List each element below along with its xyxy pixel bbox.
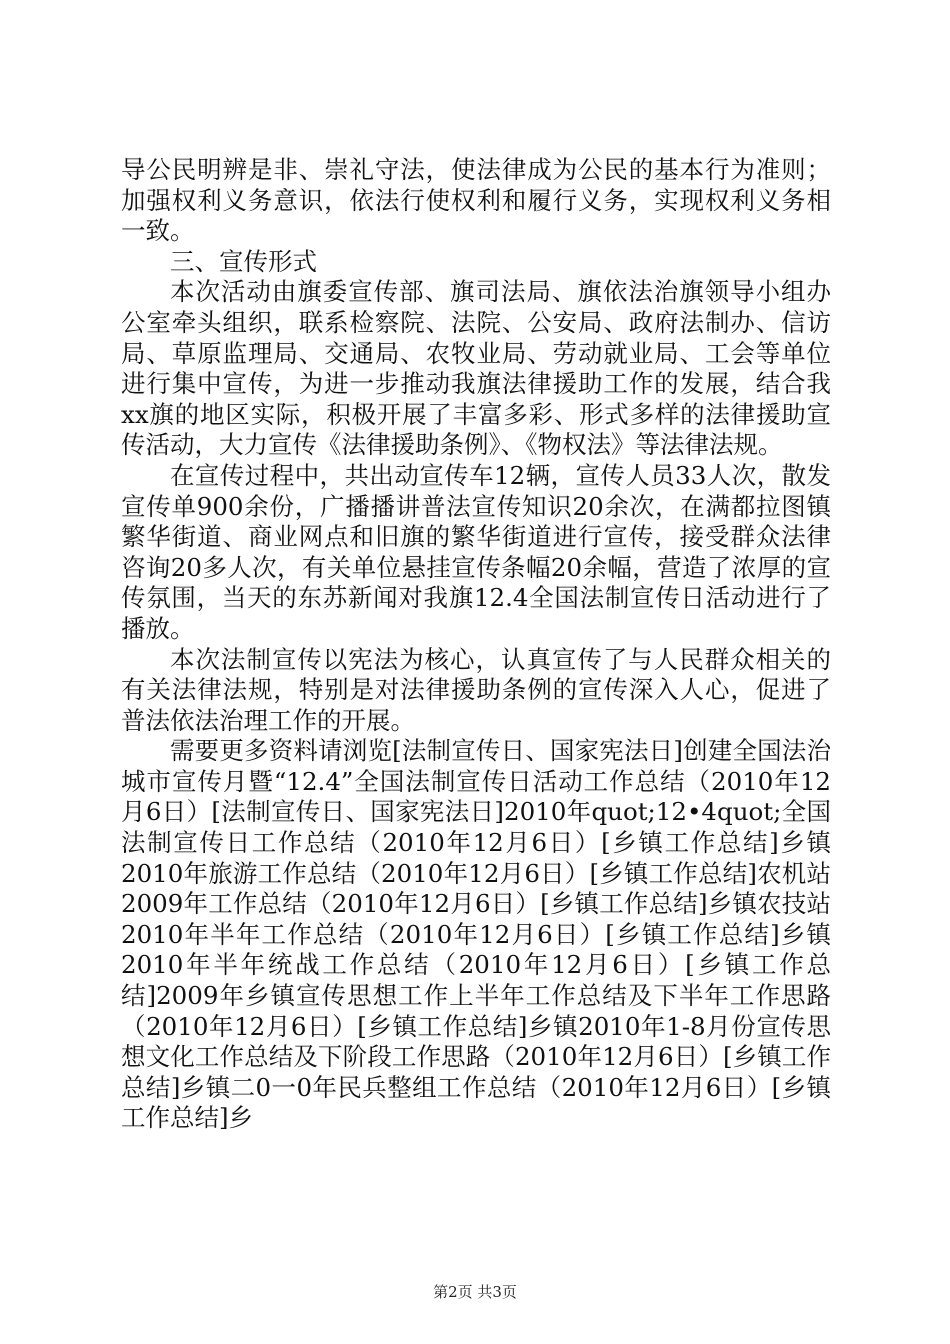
paragraph-process: 在宣传过程中，共出动宣传车12辆，宣传人员33人次，散发宣传单900余份，广播播讲普法宣传知识20余次，在满都拉图镇繁华街道、商业网点和旧旗的繁华街道进行宣传，接受群众法律咨询20多人次，有关单位悬挂宣传条幅20余幅，营造了浓厚的宣传氛围，当天的东苏新闻对我旗12.4全国法制宣传日活动进行了播放。 [121,460,831,643]
paragraph-organizers: 本次活动由旗委宣传部、旗司法局、旗依法治旗领导小组办公室牵头组织，联系检察院、法院、公安局、政府法制办、信访局、草原监理局、交通局、农牧业局、劳动就业局、工会等单位进行集中宣传，为进一步推动我旗法律援助工作的发展，结合我xx旗的地区实际，积极开展了丰富多彩、形式多样的法律援助宣传活动，大力宣传《法律援助条例》、《物权法》等法律法规。 [121,277,831,460]
section-heading: 三、宣传形式 [170,246,317,276]
page-number: 第2页 共3页 [433,1283,517,1301]
paragraph-summary: 本次法制宣传以宪法为核心，认真宣传了与人民群众相关的有关法律法规，特别是对法律援助条例的宣传深入人心，促进了普法依法治理工作的开展。 [121,644,831,735]
paragraph-continuation: 导公民明辨是非、崇礼守法，使法律成为公民的基本行为准则；加强权利义务意识，依法行使权利和履行义务，实现权利义务相一致。 [121,155,831,246]
paragraph-related-links: 需要更多资料请浏览[法制宣传日、国家宪法日]创建全国法治城市宣传月暨“12.4”全国法制宣传日活动工作总结（2010年12月6日）[法制宣传日、国家宪法日]2010年quot;12•4quot;全国法制宣传日工作总结（2010年12月6日）[乡镇工作总结]乡镇2010年旅游工作总结（2010年12月6日）[乡镇工作总结]农机站2009年工作总结（2010年12月6日）[乡镇工作总结]乡镇农技站2010年半年工作总结（2010年12月6日）[乡镇工作总结]乡镇2010年半年统战工作总结（2010年12月6日）[乡镇工作总结]2009年乡镇宣传思想工作上半年工作总结及下半年工作思路（2010年12月6日）[乡镇工作总结]乡镇2010年1-8月份宣传思想文化工作总结及下阶段工作思路（2010年12月6日）[乡镇工作总结]乡镇二0一0年民兵整组工作总结（2010年12月6日）[乡镇工作总结]乡 [121,736,831,1133]
document-body [121,155,831,1134]
